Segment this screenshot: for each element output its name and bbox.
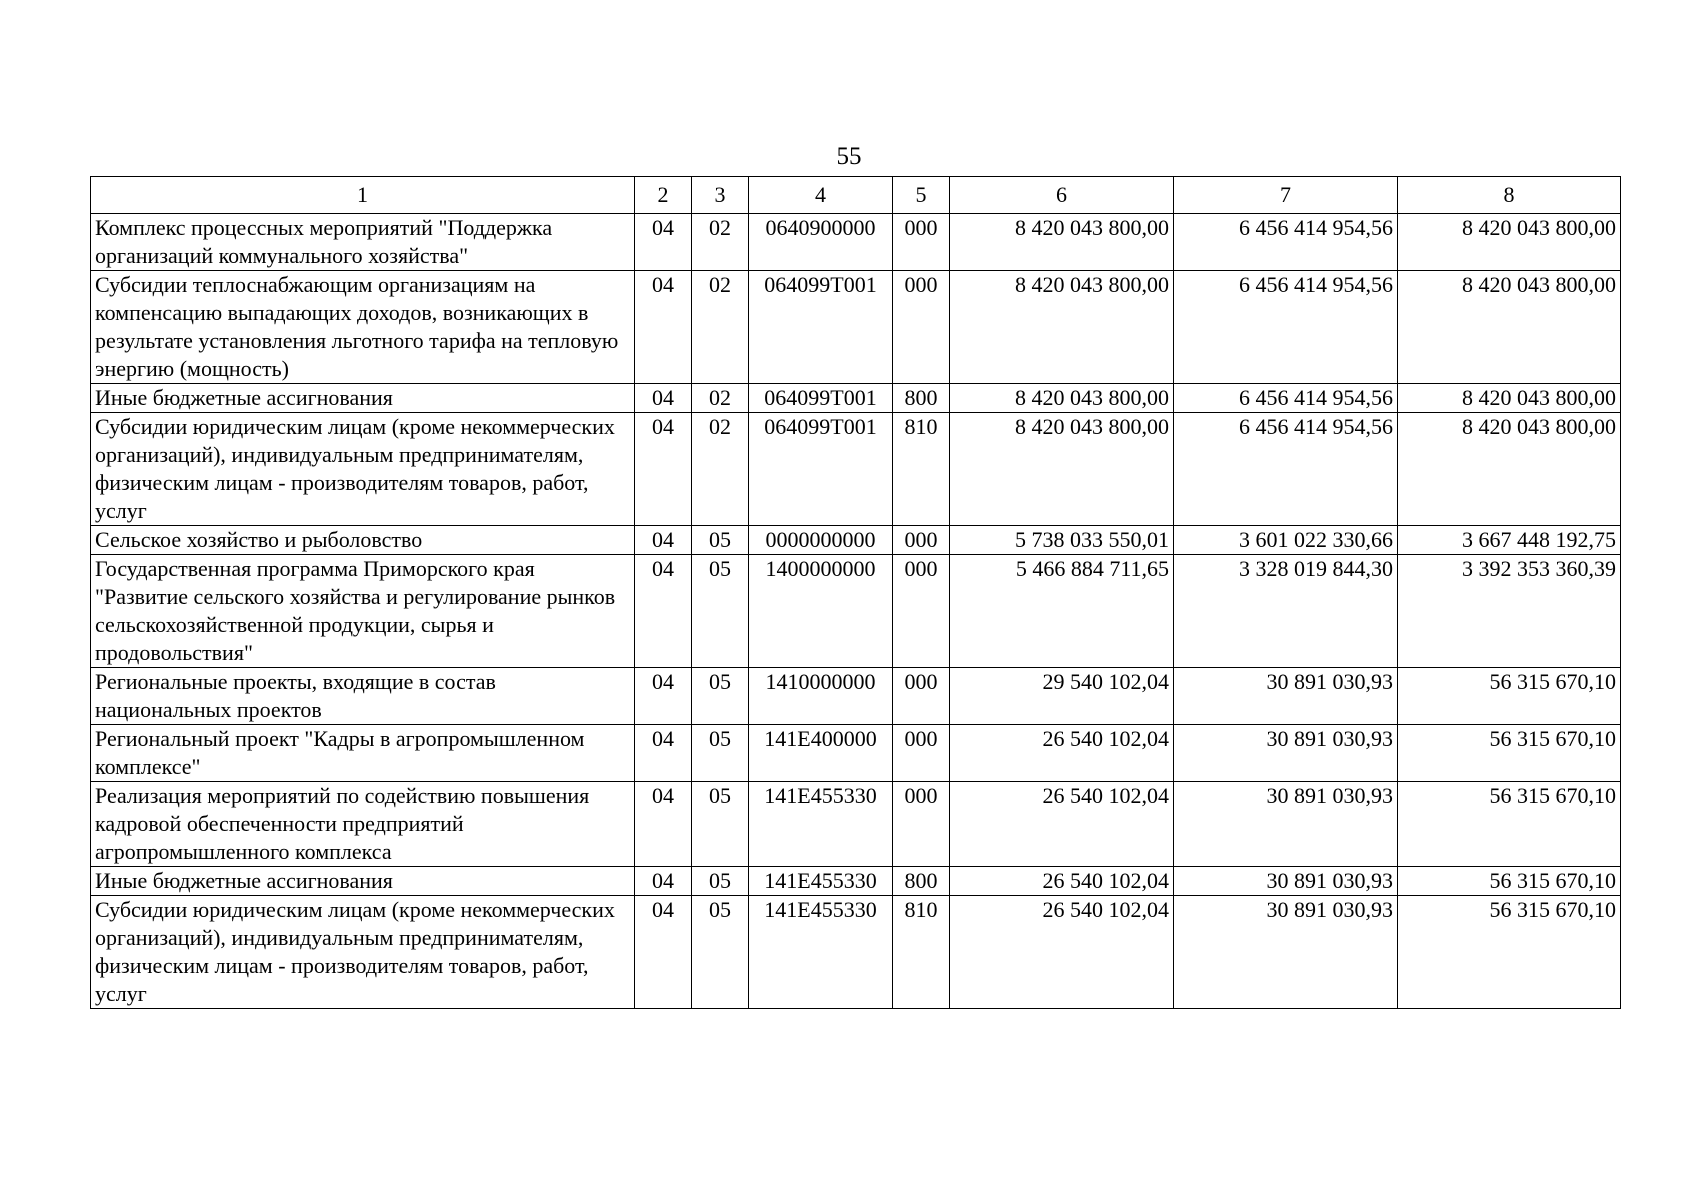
amount-col8-cell: 8 420 043 800,00 <box>1398 413 1621 526</box>
section-code-cell: 04 <box>635 271 692 384</box>
target-article-cell: 064099Т001 <box>749 384 893 413</box>
subsection-code-cell: 02 <box>692 271 749 384</box>
target-article-cell: 064099Т001 <box>749 271 893 384</box>
amount-col8-cell: 56 315 670,10 <box>1398 668 1621 725</box>
amount-col7-cell: 3 328 019 844,30 <box>1174 555 1398 668</box>
amount-col7-cell: 6 456 414 954,56 <box>1174 214 1398 271</box>
expense-type-cell: 800 <box>893 867 950 896</box>
expense-type-cell: 000 <box>893 555 950 668</box>
target-article-cell: 1410000000 <box>749 668 893 725</box>
amount-col6-cell: 5 466 884 711,65 <box>950 555 1174 668</box>
amount-col7-cell: 30 891 030,93 <box>1174 668 1398 725</box>
subsection-code-cell: 05 <box>692 725 749 782</box>
table-row <box>91 896 1621 1009</box>
amount-col6-cell: 8 420 043 800,00 <box>950 413 1174 526</box>
column-header: 8 <box>1398 177 1621 214</box>
section-code-cell: 04 <box>635 555 692 668</box>
subsection-code-cell: 05 <box>692 896 749 1009</box>
subsection-code-cell: 05 <box>692 782 749 867</box>
expense-type-cell: 810 <box>893 896 950 1009</box>
section-code-cell: 04 <box>635 867 692 896</box>
amount-col8-cell: 56 315 670,10 <box>1398 867 1621 896</box>
item-name-cell: Государственная программа Приморского края "Развитие сельского хозяйства и регулирование рынков сельскохозяйственной продукции, сырья и продовольствия" <box>91 555 635 668</box>
table-row <box>91 867 1621 896</box>
column-header: 5 <box>893 177 950 214</box>
expense-type-cell: 000 <box>893 668 950 725</box>
amount-col6-cell: 26 540 102,04 <box>950 725 1174 782</box>
item-name-cell: Региональный проект "Кадры в агропромышленном комплексе" <box>91 725 635 782</box>
expense-type-cell: 000 <box>893 526 950 555</box>
subsection-code-cell: 05 <box>692 526 749 555</box>
amount-col7-cell: 30 891 030,93 <box>1174 782 1398 867</box>
table-row <box>91 668 1621 725</box>
amount-col6-cell: 8 420 043 800,00 <box>950 214 1174 271</box>
column-header: 4 <box>749 177 893 214</box>
section-code-cell: 04 <box>635 384 692 413</box>
section-code-cell: 04 <box>635 896 692 1009</box>
section-code-cell: 04 <box>635 214 692 271</box>
expense-type-cell: 000 <box>893 782 950 867</box>
amount-col7-cell: 30 891 030,93 <box>1174 725 1398 782</box>
expense-type-cell: 000 <box>893 271 950 384</box>
target-article-cell: 141Е455330 <box>749 896 893 1009</box>
column-header: 6 <box>950 177 1174 214</box>
amount-col6-cell: 26 540 102,04 <box>950 782 1174 867</box>
expense-type-cell: 000 <box>893 214 950 271</box>
amount-col8-cell: 3 392 353 360,39 <box>1398 555 1621 668</box>
table-row <box>91 725 1621 782</box>
target-article-cell: 0640900000 <box>749 214 893 271</box>
subsection-code-cell: 02 <box>692 214 749 271</box>
amount-col7-cell: 30 891 030,93 <box>1174 896 1398 1009</box>
item-name-cell: Реализация мероприятий по содействию повышения кадровой обеспеченности предприятий агропромышленного комплекса <box>91 782 635 867</box>
subsection-code-cell: 02 <box>692 413 749 526</box>
budget-table <box>90 176 1621 1009</box>
target-article-cell: 141Е455330 <box>749 867 893 896</box>
target-article-cell: 141Е455330 <box>749 782 893 867</box>
section-code-cell: 04 <box>635 725 692 782</box>
amount-col7-cell: 6 456 414 954,56 <box>1174 413 1398 526</box>
item-name-cell: Субсидии юридическим лицам (кроме некоммерческих организаций), индивидуальным предпринимателям, физическим лицам - производителям товаров, работ, услуг <box>91 896 635 1009</box>
amount-col7-cell: 3 601 022 330,66 <box>1174 526 1398 555</box>
section-code-cell: 04 <box>635 668 692 725</box>
column-header: 3 <box>692 177 749 214</box>
table-row <box>91 555 1621 668</box>
table-row <box>91 384 1621 413</box>
table-row <box>91 782 1621 867</box>
section-code-cell: 04 <box>635 526 692 555</box>
table-row <box>91 413 1621 526</box>
table-row <box>91 271 1621 384</box>
item-name-cell: Иные бюджетные ассигнования <box>91 384 635 413</box>
amount-col6-cell: 8 420 043 800,00 <box>950 271 1174 384</box>
table-row <box>91 214 1621 271</box>
subsection-code-cell: 02 <box>692 384 749 413</box>
amount-col7-cell: 6 456 414 954,56 <box>1174 271 1398 384</box>
subsection-code-cell: 05 <box>692 555 749 668</box>
item-name-cell: Иные бюджетные ассигнования <box>91 867 635 896</box>
item-name-cell: Субсидии юридическим лицам (кроме некоммерческих организаций), индивидуальным предпринимателям, физическим лицам - производителям товаров, работ, услуг <box>91 413 635 526</box>
column-header: 2 <box>635 177 692 214</box>
subsection-code-cell: 05 <box>692 668 749 725</box>
column-header: 1 <box>91 177 635 214</box>
table-body <box>91 214 1621 1009</box>
amount-col6-cell: 5 738 033 550,01 <box>950 526 1174 555</box>
page-number: 55 <box>836 143 862 170</box>
item-name-cell: Региональные проекты, входящие в состав национальных проектов <box>91 668 635 725</box>
table-row <box>91 526 1621 555</box>
item-name-cell: Сельское хозяйство и рыболовство <box>91 526 635 555</box>
amount-col8-cell: 56 315 670,10 <box>1398 896 1621 1009</box>
amount-col6-cell: 26 540 102,04 <box>950 896 1174 1009</box>
target-article-cell: 0000000000 <box>749 526 893 555</box>
amount-col8-cell: 8 420 043 800,00 <box>1398 271 1621 384</box>
item-name-cell: Комплекс процессных мероприятий "Поддержка организаций коммунального хозяйства" <box>91 214 635 271</box>
amount-col6-cell: 8 420 043 800,00 <box>950 384 1174 413</box>
target-article-cell: 064099Т001 <box>749 413 893 526</box>
amount-col8-cell: 56 315 670,10 <box>1398 725 1621 782</box>
expense-type-cell: 000 <box>893 725 950 782</box>
amount-col8-cell: 3 667 448 192,75 <box>1398 526 1621 555</box>
amount-col6-cell: 29 540 102,04 <box>950 668 1174 725</box>
header-row <box>91 177 1621 214</box>
amount-col8-cell: 8 420 043 800,00 <box>1398 214 1621 271</box>
item-name-cell: Субсидии теплоснабжающим организациям на компенсацию выпадающих доходов, возникающих в результате установления льготного тарифа на тепловую энергию (мощность) <box>91 271 635 384</box>
expense-type-cell: 800 <box>893 384 950 413</box>
target-article-cell: 141Е400000 <box>749 725 893 782</box>
table-header <box>91 177 1621 214</box>
expense-type-cell: 810 <box>893 413 950 526</box>
section-code-cell: 04 <box>635 782 692 867</box>
column-header: 7 <box>1174 177 1398 214</box>
amount-col8-cell: 56 315 670,10 <box>1398 782 1621 867</box>
amount-col7-cell: 30 891 030,93 <box>1174 867 1398 896</box>
section-code-cell: 04 <box>635 413 692 526</box>
subsection-code-cell: 05 <box>692 867 749 896</box>
amount-col7-cell: 6 456 414 954,56 <box>1174 384 1398 413</box>
target-article-cell: 1400000000 <box>749 555 893 668</box>
amount-col6-cell: 26 540 102,04 <box>950 867 1174 896</box>
amount-col8-cell: 8 420 043 800,00 <box>1398 384 1621 413</box>
